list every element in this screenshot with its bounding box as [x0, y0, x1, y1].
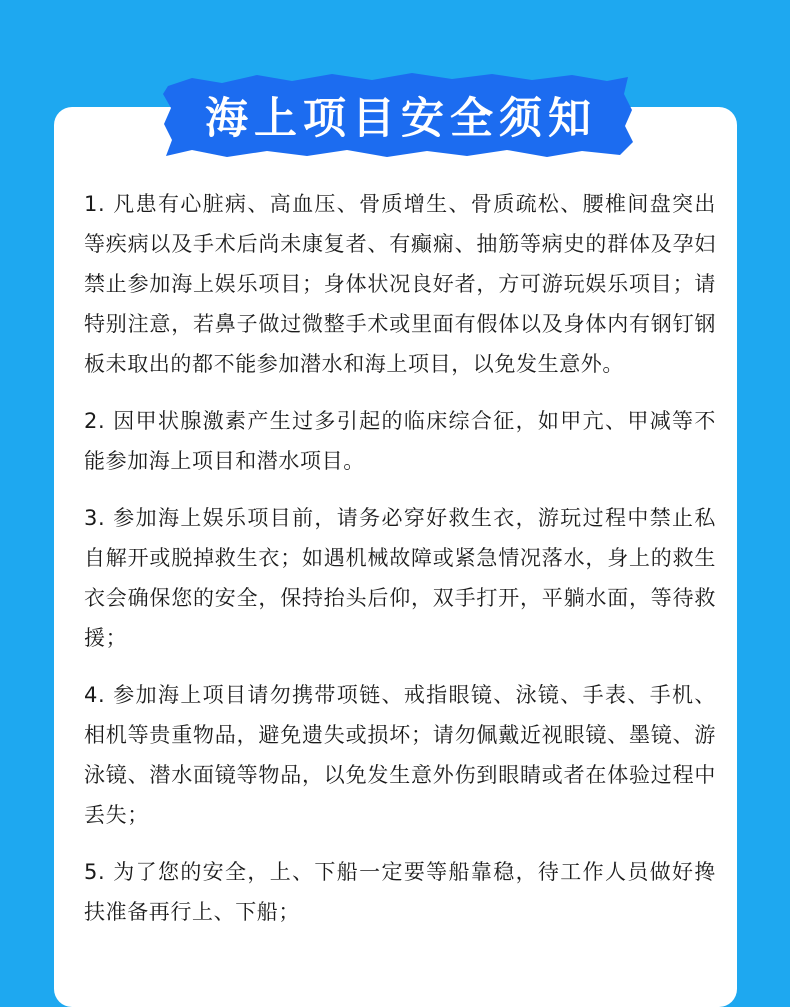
notice-item-2: 2. 因甲状腺激素产生过多引起的临床综合征，如甲亢、甲减等不能参加海上项目和潜水项目。: [84, 409, 716, 473]
page-title: 海上项目安全须知: [205, 93, 597, 144]
notice-item-1: 1. 凡患有心脏病、高血压、骨质增生、骨质疏松、腰椎间盘突出等疾病以及手术后尚未康复者、有癫痫、抽筋等病史的群体及孕妇禁止参加海上娱乐项目；身体状况良好者，方可游玩娱乐项目；请特别注意，若鼻子做过微整手术或里面有假体以及身体内有钢钉钢板未取出的都不能参加潜水和海上项目，以免发生意外。: [84, 192, 716, 376]
notice-item-3: 3. 参加海上娱乐项目前，请务必穿好救生衣，游玩过程中禁止私自解开或脱掉救生衣；如遇机械故障或紧急情况落水，身上的救生衣会确保您的安全，保持抬头后仰，双手打开，平躺水面，等待救援；: [84, 506, 716, 650]
title-banner: [162, 72, 634, 158]
notice-item-5: 5. 为了您的安全，上、下船一定要等船靠稳，待工作人员做好搀扶准备再行上、下船；: [84, 860, 716, 924]
notice-item-4: 4. 参加海上项目请勿携带项链、戒指眼镜、泳镜、手表、手机、相机等贵重物品，避免遗失或损坏；请勿佩戴近视眼镜、墨镜、游泳镜、潜水面镜等物品，以免发生意外伤到眼睛或者在体验过程中丢失；: [84, 683, 716, 827]
notice-list: [84, 184, 716, 949]
